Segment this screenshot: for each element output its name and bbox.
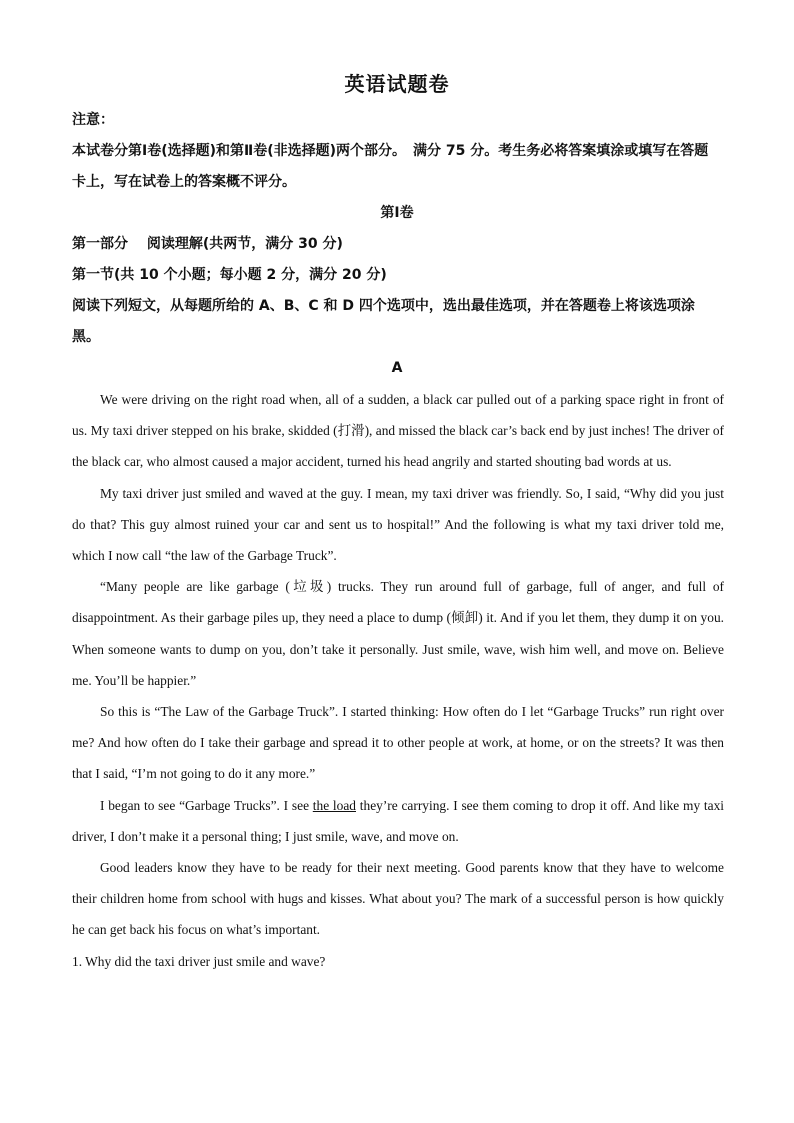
passage-paragraph (72, 790, 724, 852)
paragraph-text: they’re carrying. I see them coming to drop it off. And like my taxi driver, I don’t make it a personal thing; I just smile, wave, and move on. (72, 797, 725, 844)
notice-label: 注意： (72, 112, 114, 128)
reading-passage (72, 384, 724, 977)
passage-paragraph: So this is “The Law of the Garbage Truck”. I started thinking: How often do I let “Garbage Trucks” run right over me? And how often do I take their garbage and spread it to other people at work, at home, or on the streets? It was then that I said, “I’m not going to do it any more.” (72, 704, 724, 782)
passage-paragraph: “Many people are like garbage (垃圾) trucks. They run around full of garbage, full of anger, and full of disappointment. As their garbage piles up, they need a place to dump (倾卸) it. And if you let them, they dump it on you. When someone wants to dump on you, don’t take it personally. Just smile, wave, wish him well, and move on. Believe me. You’ll be happier.” (72, 579, 724, 688)
passage-label: A (391, 360, 403, 376)
page-title: 英语试题卷 (344, 72, 450, 96)
passage-paragraph: Good leaders know they have to be ready for their next meeting. Good parents know that they have to welcome their children home from school with hugs and kisses. What about you? The mark of a successful person is how quickly he can get back his focus on what’s important. (72, 860, 724, 938)
subsection-heading: 第一节(共 10 个小题；每小题 2 分，满分 20 分) (72, 267, 387, 283)
notice-text: 本试卷分第Ⅰ卷(选择题)和第Ⅱ卷(非选择题)两个部分。 满分 75 分。考生务必将答案填涂或填写在答题卡上，写在试卷上的答案概不评分。 (72, 143, 709, 190)
volume-heading: 第Ⅰ卷 (380, 205, 414, 221)
part-heading: 第一部分 阅读理解(共两节，满分 30 分) (72, 236, 343, 252)
passage-paragraph: My taxi driver just smiled and waved at the guy. I mean, my taxi driver was friendly. So, I said, “Why did you just do that? This guy almost ruined your car and sent us to hospital!” And the following is what my taxi driver told me, which I now call “the law of the Garbage Truck”. (72, 485, 724, 564)
paragraph-text: I began to see “Garbage Trucks”. I see (100, 797, 313, 813)
passage-paragraph: We were driving on the right road when, all of a sudden, a black car pulled out of a parking space right in front of us. My taxi driver stepped on his brake, skidded (打滑), and missed the black car’s back end by just inches! The driver of the black car, who almost caused a major accident, turned his head angrily and started shouting bad words at us. (72, 392, 724, 470)
underlined-phrase: the load (312, 797, 356, 813)
question-1: 1. Why did the taxi driver just smile and wave? (72, 953, 326, 969)
instructions: 阅读下列短文，从每题所给的 A、B、C 和 D 四个选项中，选出最佳选项，并在答题卷上将该选项涂黑。 (72, 298, 695, 345)
